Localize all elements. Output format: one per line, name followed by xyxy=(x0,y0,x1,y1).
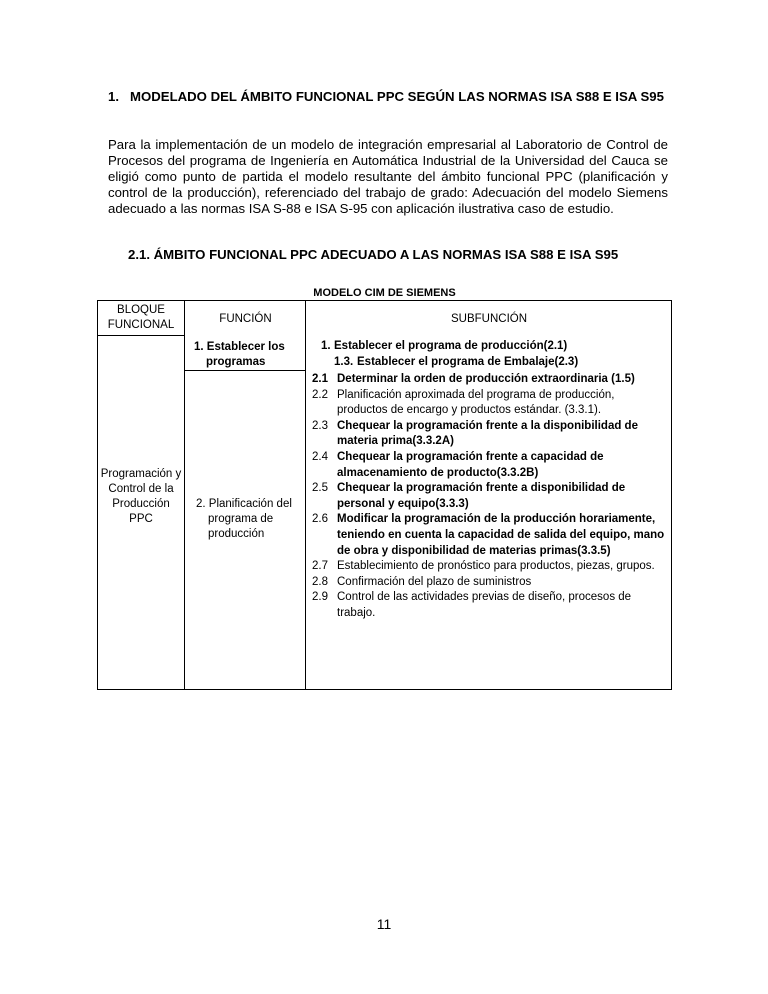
subsection-heading: 2.1. ÁMBITO FUNCIONAL PPC ADECUADO A LAS NORMAS ISA S88 E ISA S95 xyxy=(128,247,619,262)
function-row-divider xyxy=(184,370,305,371)
subfunction-item: 2.1 Determinar la orden de producción extraordinaria (1.5) xyxy=(312,373,635,385)
table-title: MODELO CIM DE SIEMENS xyxy=(313,287,456,299)
subfunction-item: 2.6 Modificar la programación de la producción horariamente, teniendo en cuenta la capacidad de salida del equipo, mano de obra y disponibilidad de materias primas(3.3.5) xyxy=(312,513,665,557)
function-1: 1. Establecer los programas xyxy=(194,341,285,368)
subfunction-item: 2.2 Planificación aproximada del programa de producción, productos de encargo y productos estándar. (3.3.1). xyxy=(312,388,615,417)
block-cell: Programación y Control de la Producción PPC xyxy=(100,468,182,525)
section-heading xyxy=(108,88,668,106)
section-number: 1. xyxy=(108,89,119,104)
page-number: 11 xyxy=(376,916,392,932)
header-block: BLOQUE FUNCIONAL xyxy=(107,304,175,331)
subfunction-item: 2.3 Chequear la programación frente a la disponibilidad de materia prima(3.3.2A) xyxy=(312,419,638,448)
subfunction-item: 2.8 Confirmación del plazo de suministros xyxy=(312,575,532,588)
function-2: 2. Planificación del programa de producción xyxy=(196,498,292,540)
header-function: FUNCIÓN xyxy=(219,313,272,325)
subfunction-item: 2.5 Chequear la programación frente a disponibilidad de personal y equipo(3.3.3) xyxy=(312,482,626,510)
header-subfunction: SUBFUNCIÓN xyxy=(450,313,528,325)
subfunction-item: 1.3. Establecer el programa de Embalaje(2.3) xyxy=(334,355,579,368)
subfunction-item: 2.4 Chequear la programación frente a capacidad de almacenamiento de producto(3.3.2B) xyxy=(312,450,604,479)
subfunction-item: 1. Establecer el programa de producción(2.1) xyxy=(321,340,568,352)
subfunction-item: 2.7 Establecimiento de pronóstico para productos, piezas, grupos. xyxy=(312,560,655,573)
subfunction-group-2 xyxy=(310,372,666,622)
column-divider-1 xyxy=(184,300,185,690)
subfunction-item: 2.9 Control de las actividades previas de diseño, procesos de trabajo. xyxy=(312,591,632,619)
header-divider-block xyxy=(97,335,185,336)
intro-paragraph: Para la implementación de un modelo de integración empresarial al Laboratorio de Control de Procesos del programa de Ingeniería en Automática Industrial de la Universidad del Cauca se eligió como punto de partida el modelo resultante del ámbito funcional PPC (planificación y control de la producción), referenciado del trabajo de grado: Adecuación del modelo Siemens adecuado a las normas ISA S-88 e ISA S-95 con aplicación ilustrativa caso de estudio. xyxy=(108,137,668,216)
subfunction-group-1 xyxy=(310,339,666,370)
section-title: MODELADO DEL ÁMBITO FUNCIONAL PPC SEGÚN LAS NORMAS ISA S88 E ISA S95 xyxy=(130,89,664,104)
